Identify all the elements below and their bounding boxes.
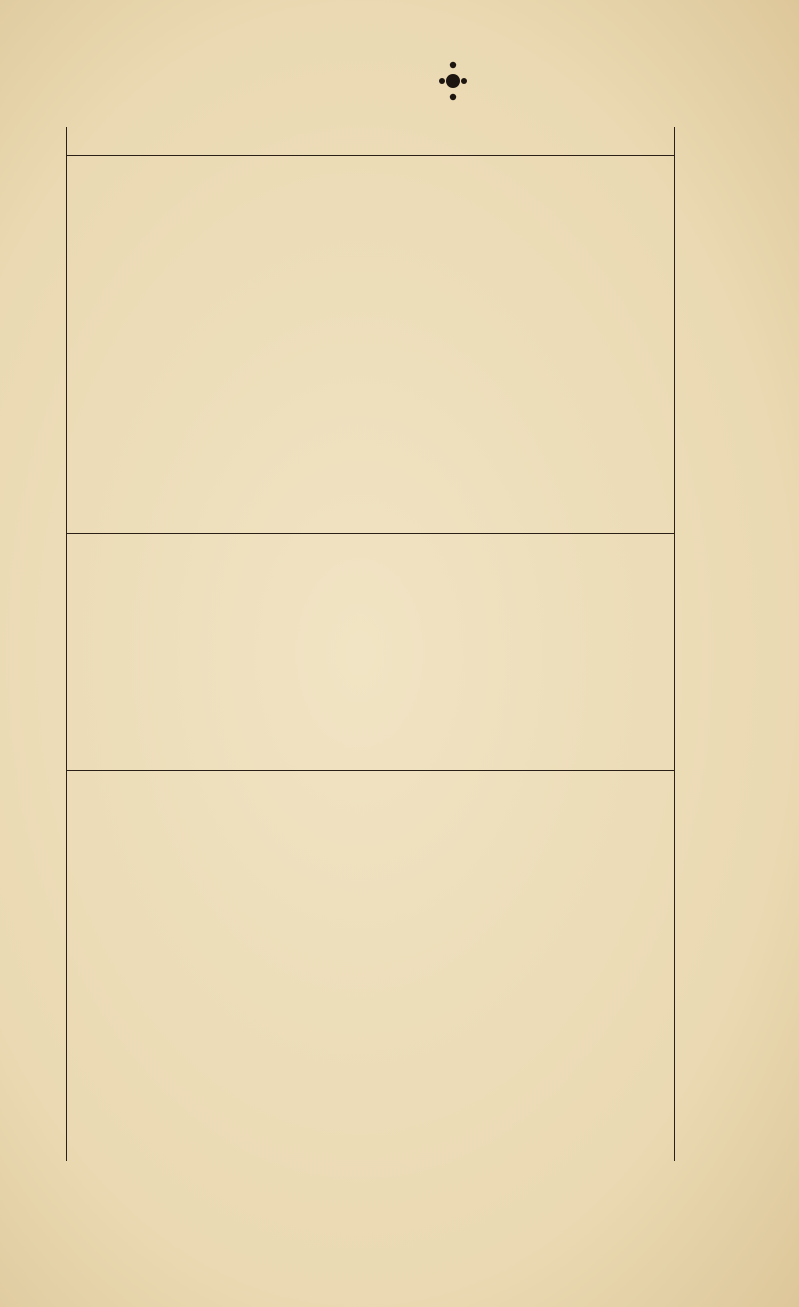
star-news-ad xyxy=(66,40,756,122)
klein-electrical-ad xyxy=(673,127,783,1161)
klein-details xyxy=(679,939,769,1159)
klein-title xyxy=(687,145,771,889)
directory-frame xyxy=(66,127,675,1161)
clark-sons-ad xyxy=(66,1164,766,1264)
rodoni-display-ad xyxy=(67,533,674,771)
running-head xyxy=(67,127,674,156)
ornament-icon xyxy=(438,60,468,102)
